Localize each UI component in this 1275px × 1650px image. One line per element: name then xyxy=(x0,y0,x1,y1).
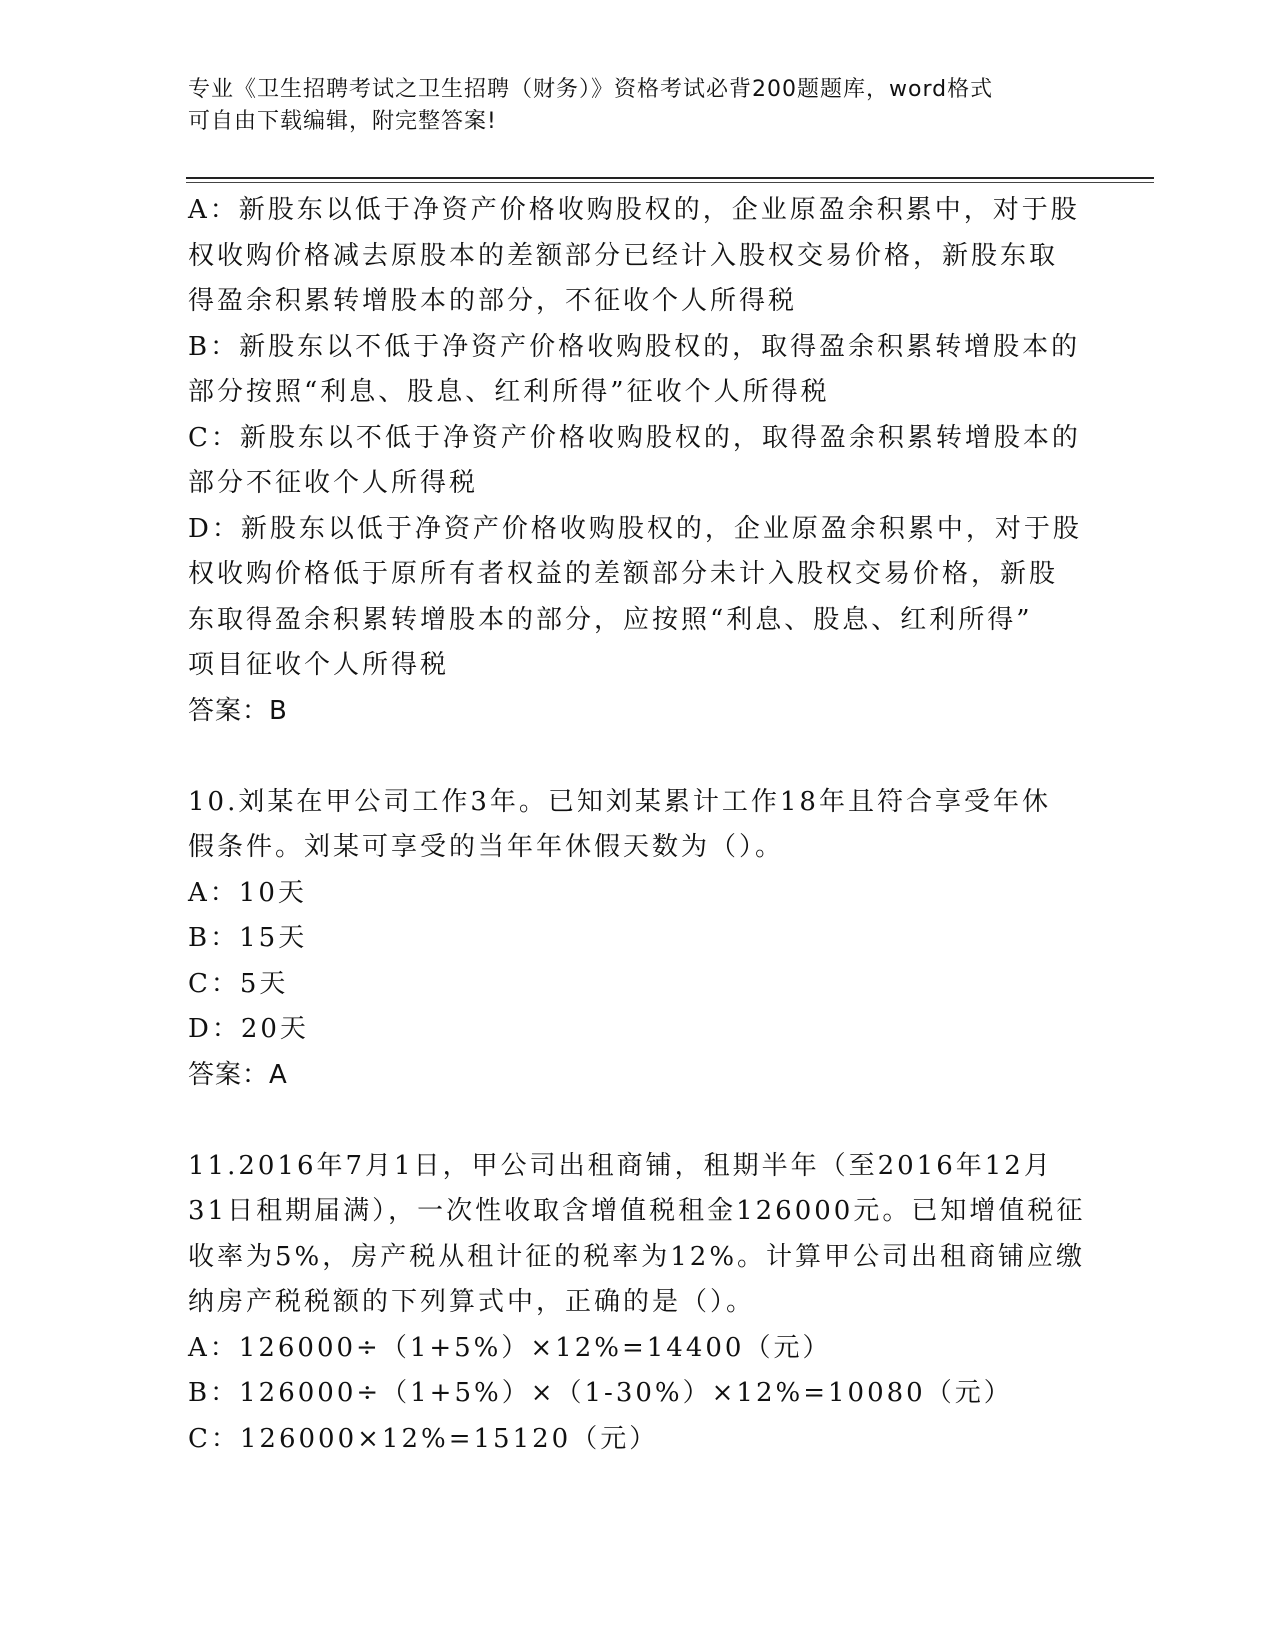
text-line: 权收购价格低于原所有者权益的差额部分未计入股权交易价格，新股 xyxy=(188,559,1059,589)
q10-answer: 答案：A xyxy=(188,1059,288,1090)
text-line: 部分按照“利息、股息、红利所得”征收个人所得税 xyxy=(188,377,830,407)
q9-option-b xyxy=(188,325,1081,416)
q10-stem xyxy=(188,780,1078,871)
text-line: 31日租期届满），一次性收取含增值税租金126000元。已知增值税征 xyxy=(188,1196,1086,1226)
text-line: B：新股东以不低于净资产价格收购股权的，取得盈余积累转增股本的 xyxy=(188,331,1081,362)
q9-option-c xyxy=(188,416,1081,507)
text-line: 收率为5%，房产税从租计征的税率为12%。计算甲公司出租商铺应缴 xyxy=(188,1241,1086,1272)
q9-option-d xyxy=(188,507,1082,689)
text-line: D：新股东以低于净资产价格收购股权的，企业原盈余积累中，对于股 xyxy=(188,513,1082,544)
text-line: C：新股东以不低于净资产价格收购股权的，取得盈余积累转增股本的 xyxy=(188,422,1081,453)
q9-option-a xyxy=(188,188,1078,325)
q10-option-b: B：15天 xyxy=(188,923,308,953)
q10-option-d: D：20天 xyxy=(188,1014,309,1044)
header-rule-thin xyxy=(186,182,1154,183)
q11-option-c: C：126000×12%=15120（元） xyxy=(188,1423,659,1454)
text-line: 东取得盈余积累转增股本的部分，应按照“利息、股息、红利所得” xyxy=(188,604,1033,635)
header-line-1: 专业《卫生招聘考试之卫生招聘（财务）》资格考试必背200题题库，word格式 xyxy=(188,77,994,102)
text-line: 假条件。刘某可享受的当年年休假天数为（）。 xyxy=(188,832,785,862)
q11-option-a: A：126000÷（1+5%）×12%=14400（元） xyxy=(188,1332,832,1363)
text-line: 得盈余积累转增股本的部分，不征收个人所得税 xyxy=(188,286,798,316)
q11-stem xyxy=(188,1144,1086,1326)
text-line: 项目征收个人所得税 xyxy=(188,650,450,680)
header-line-2: 可自由下载编辑，附完整答案! xyxy=(188,109,497,134)
text-line: 部分不征收个人所得税 xyxy=(188,468,479,498)
q10-option-a: A：10天 xyxy=(188,877,307,908)
q11-option-b: B：126000÷（1+5%）×（1-30%）×12%=10080（元） xyxy=(188,1378,1013,1408)
text-line: 权收购价格减去原股本的差额部分已经计入股权交易价格，新股东取 xyxy=(188,240,1059,271)
q9-answer: 答案：B xyxy=(188,695,288,726)
text-line: 10.刘某在甲公司工作3年。已知刘某累计工作18年且符合享受年休 xyxy=(188,786,1051,817)
document-header xyxy=(188,74,1068,138)
spacer xyxy=(188,1098,1078,1144)
document-body xyxy=(188,188,1086,1462)
text-line: 11.2016年7月1日，甲公司出租商铺，租期半年（至2016年12月 xyxy=(188,1150,1053,1181)
text-line: 纳房产税税额的下列算式中，正确的是（）。 xyxy=(188,1287,756,1317)
q10-option-c: C：5天 xyxy=(188,968,289,999)
spacer xyxy=(188,734,1078,780)
text-line: A：新股东以低于净资产价格收购股权的，企业原盈余积累中，对于股 xyxy=(188,195,1080,225)
header-rule-thick xyxy=(186,177,1154,179)
